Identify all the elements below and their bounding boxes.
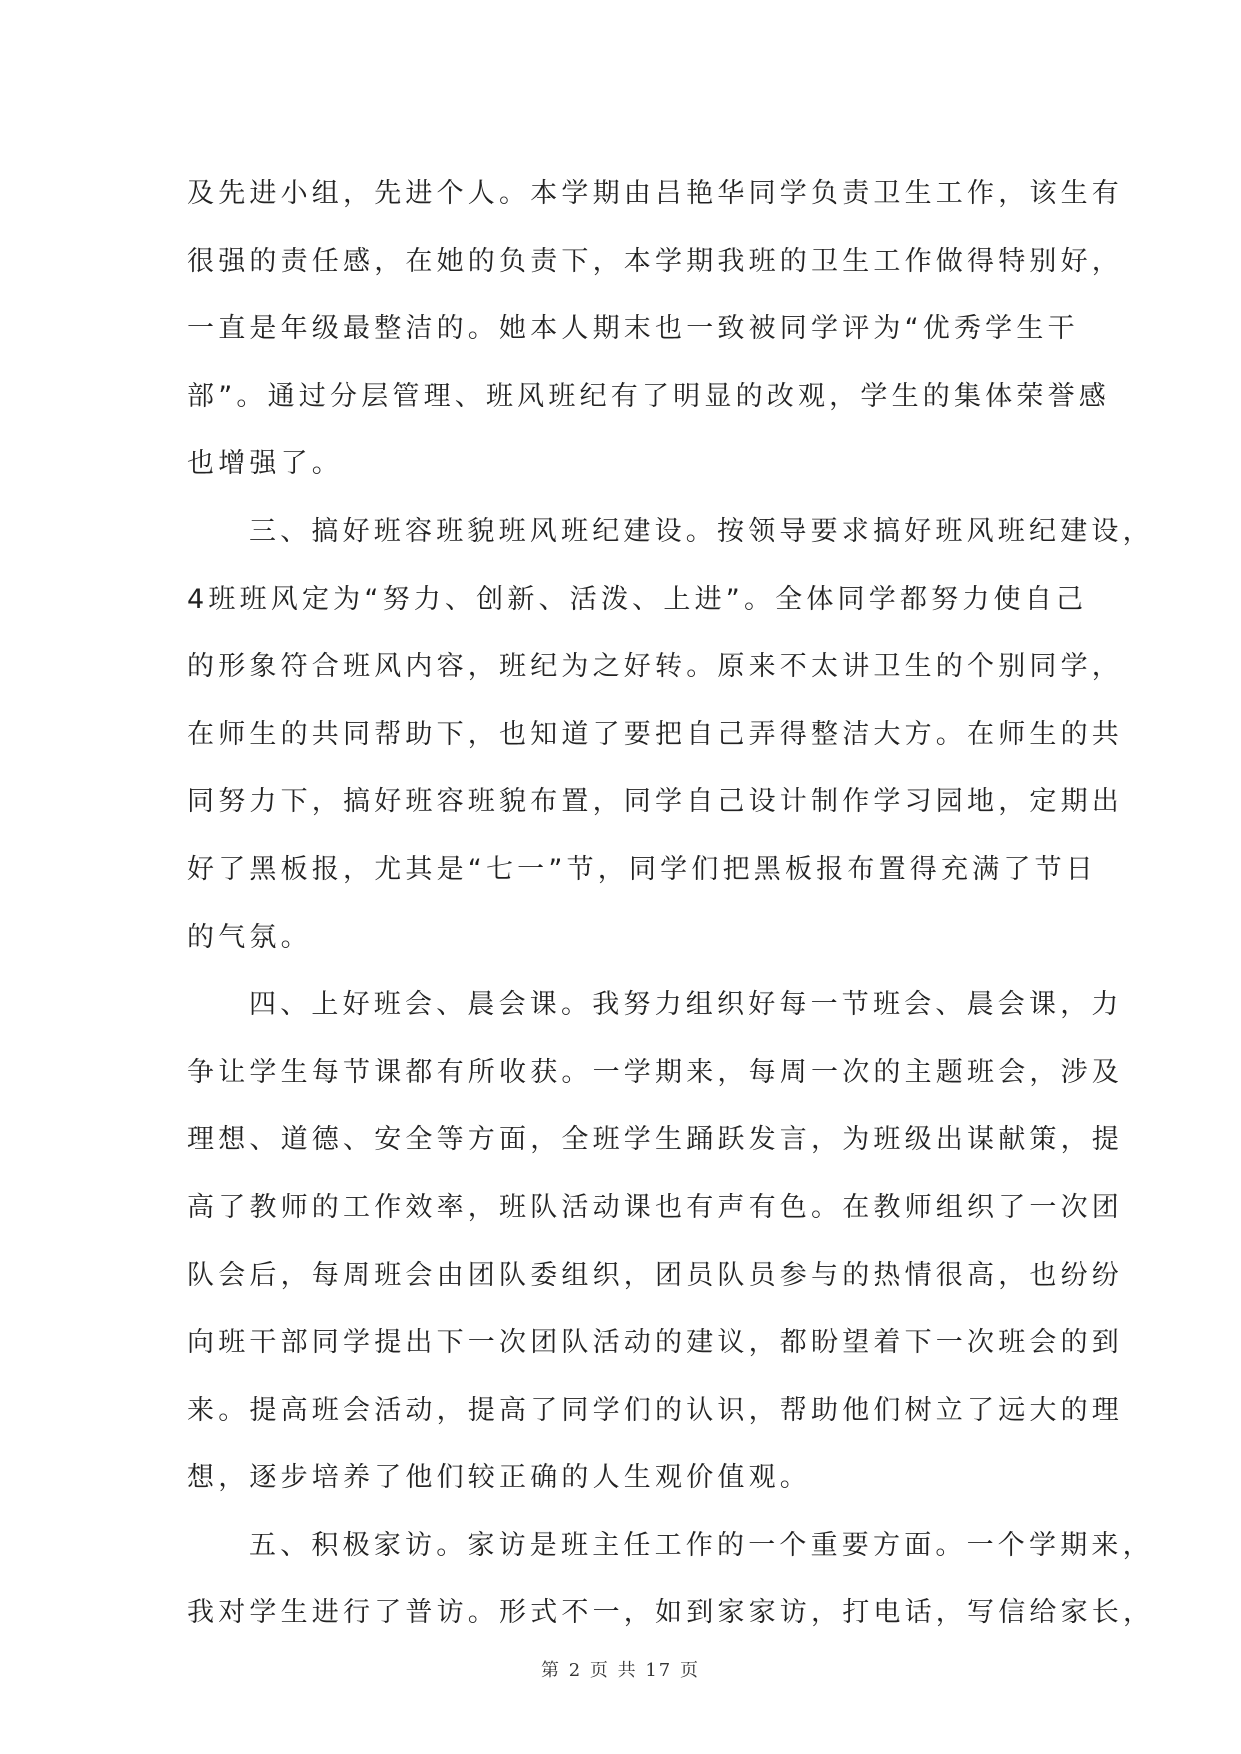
page-number-footer: 第 2 页 共 17 页 [541, 1660, 700, 1681]
body-line: 部”。通过分层管理、班风班纪有了明显的改观，学生的集体荣誉感 [187, 380, 1110, 412]
body-line: 4班班风定为“努力、创新、活泼、上进”。全体同学都努力使自己 [187, 583, 1088, 615]
body-line: 一直是年级最整洁的。她本人期末也一致被同学评为“优秀学生干 [187, 313, 1079, 345]
body-line: 也增强了。 [187, 448, 343, 480]
body-line: 在师生的共同帮助下，也知道了要把自己弄得整洁大方。在师生的共 [187, 718, 1123, 750]
section-3-heading-line: 三、搞好班容班貌班风班纪建设。按领导要求搞好班风班纪建设， [249, 515, 1154, 547]
body-line: 同努力下，搞好班容班貌布置，同学自己设计制作学习园地，定期出 [187, 786, 1123, 818]
body-line: 来。提高班会活动，提高了同学们的认识，帮助他们树立了远大的理 [187, 1394, 1123, 1426]
body-line: 理想、道德、安全等方面，全班学生踊跃发言，为班级出谋献策，提 [187, 1124, 1123, 1156]
document-body [187, 160, 1155, 1647]
section-4-heading-line: 四、上好班会、晨会课。我努力组织好每一节班会、晨会课，力 [249, 989, 1123, 1021]
body-line: 高了教师的工作效率，班队活动课也有声有色。在教师组织了一次团 [187, 1191, 1123, 1223]
body-line: 向班干部同学提出下一次团队活动的建议，都盼望着下一次班会的到 [187, 1327, 1123, 1359]
body-line: 的气氛。 [187, 921, 312, 953]
body-line: 及先进小组，先进个人。本学期由吕艳华同学负责卫生工作，该生有 [187, 178, 1123, 209]
body-line: 很强的责任感，在她的负责下，本学期我班的卫生工作做得特别好， [187, 245, 1123, 277]
body-line: 我对学生进行了普访。形式不一，如到家家访，打电话，写信给家长， [187, 1597, 1155, 1629]
body-line: 争让学生每节课都有所收获。一学期来，每周一次的主题班会，涉及 [187, 1056, 1123, 1088]
body-line: 想，逐步培养了他们较正确的人生观价值观。 [187, 1462, 811, 1494]
body-line: 的形象符合班风内容，班纪为之好转。原来不太讲卫生的个别同学， [187, 651, 1123, 683]
section-5-heading-line: 五、积极家访。家访是班主任工作的一个重要方面。一个学期来， [249, 1529, 1154, 1561]
body-line: 好了黑板报，尤其是“七一”节，同学们把黑板报布置得充满了节日 [187, 853, 1097, 885]
body-line: 队会后，每周班会由团队委组织，团员队员参与的热情很高，也纷纷 [187, 1259, 1123, 1291]
